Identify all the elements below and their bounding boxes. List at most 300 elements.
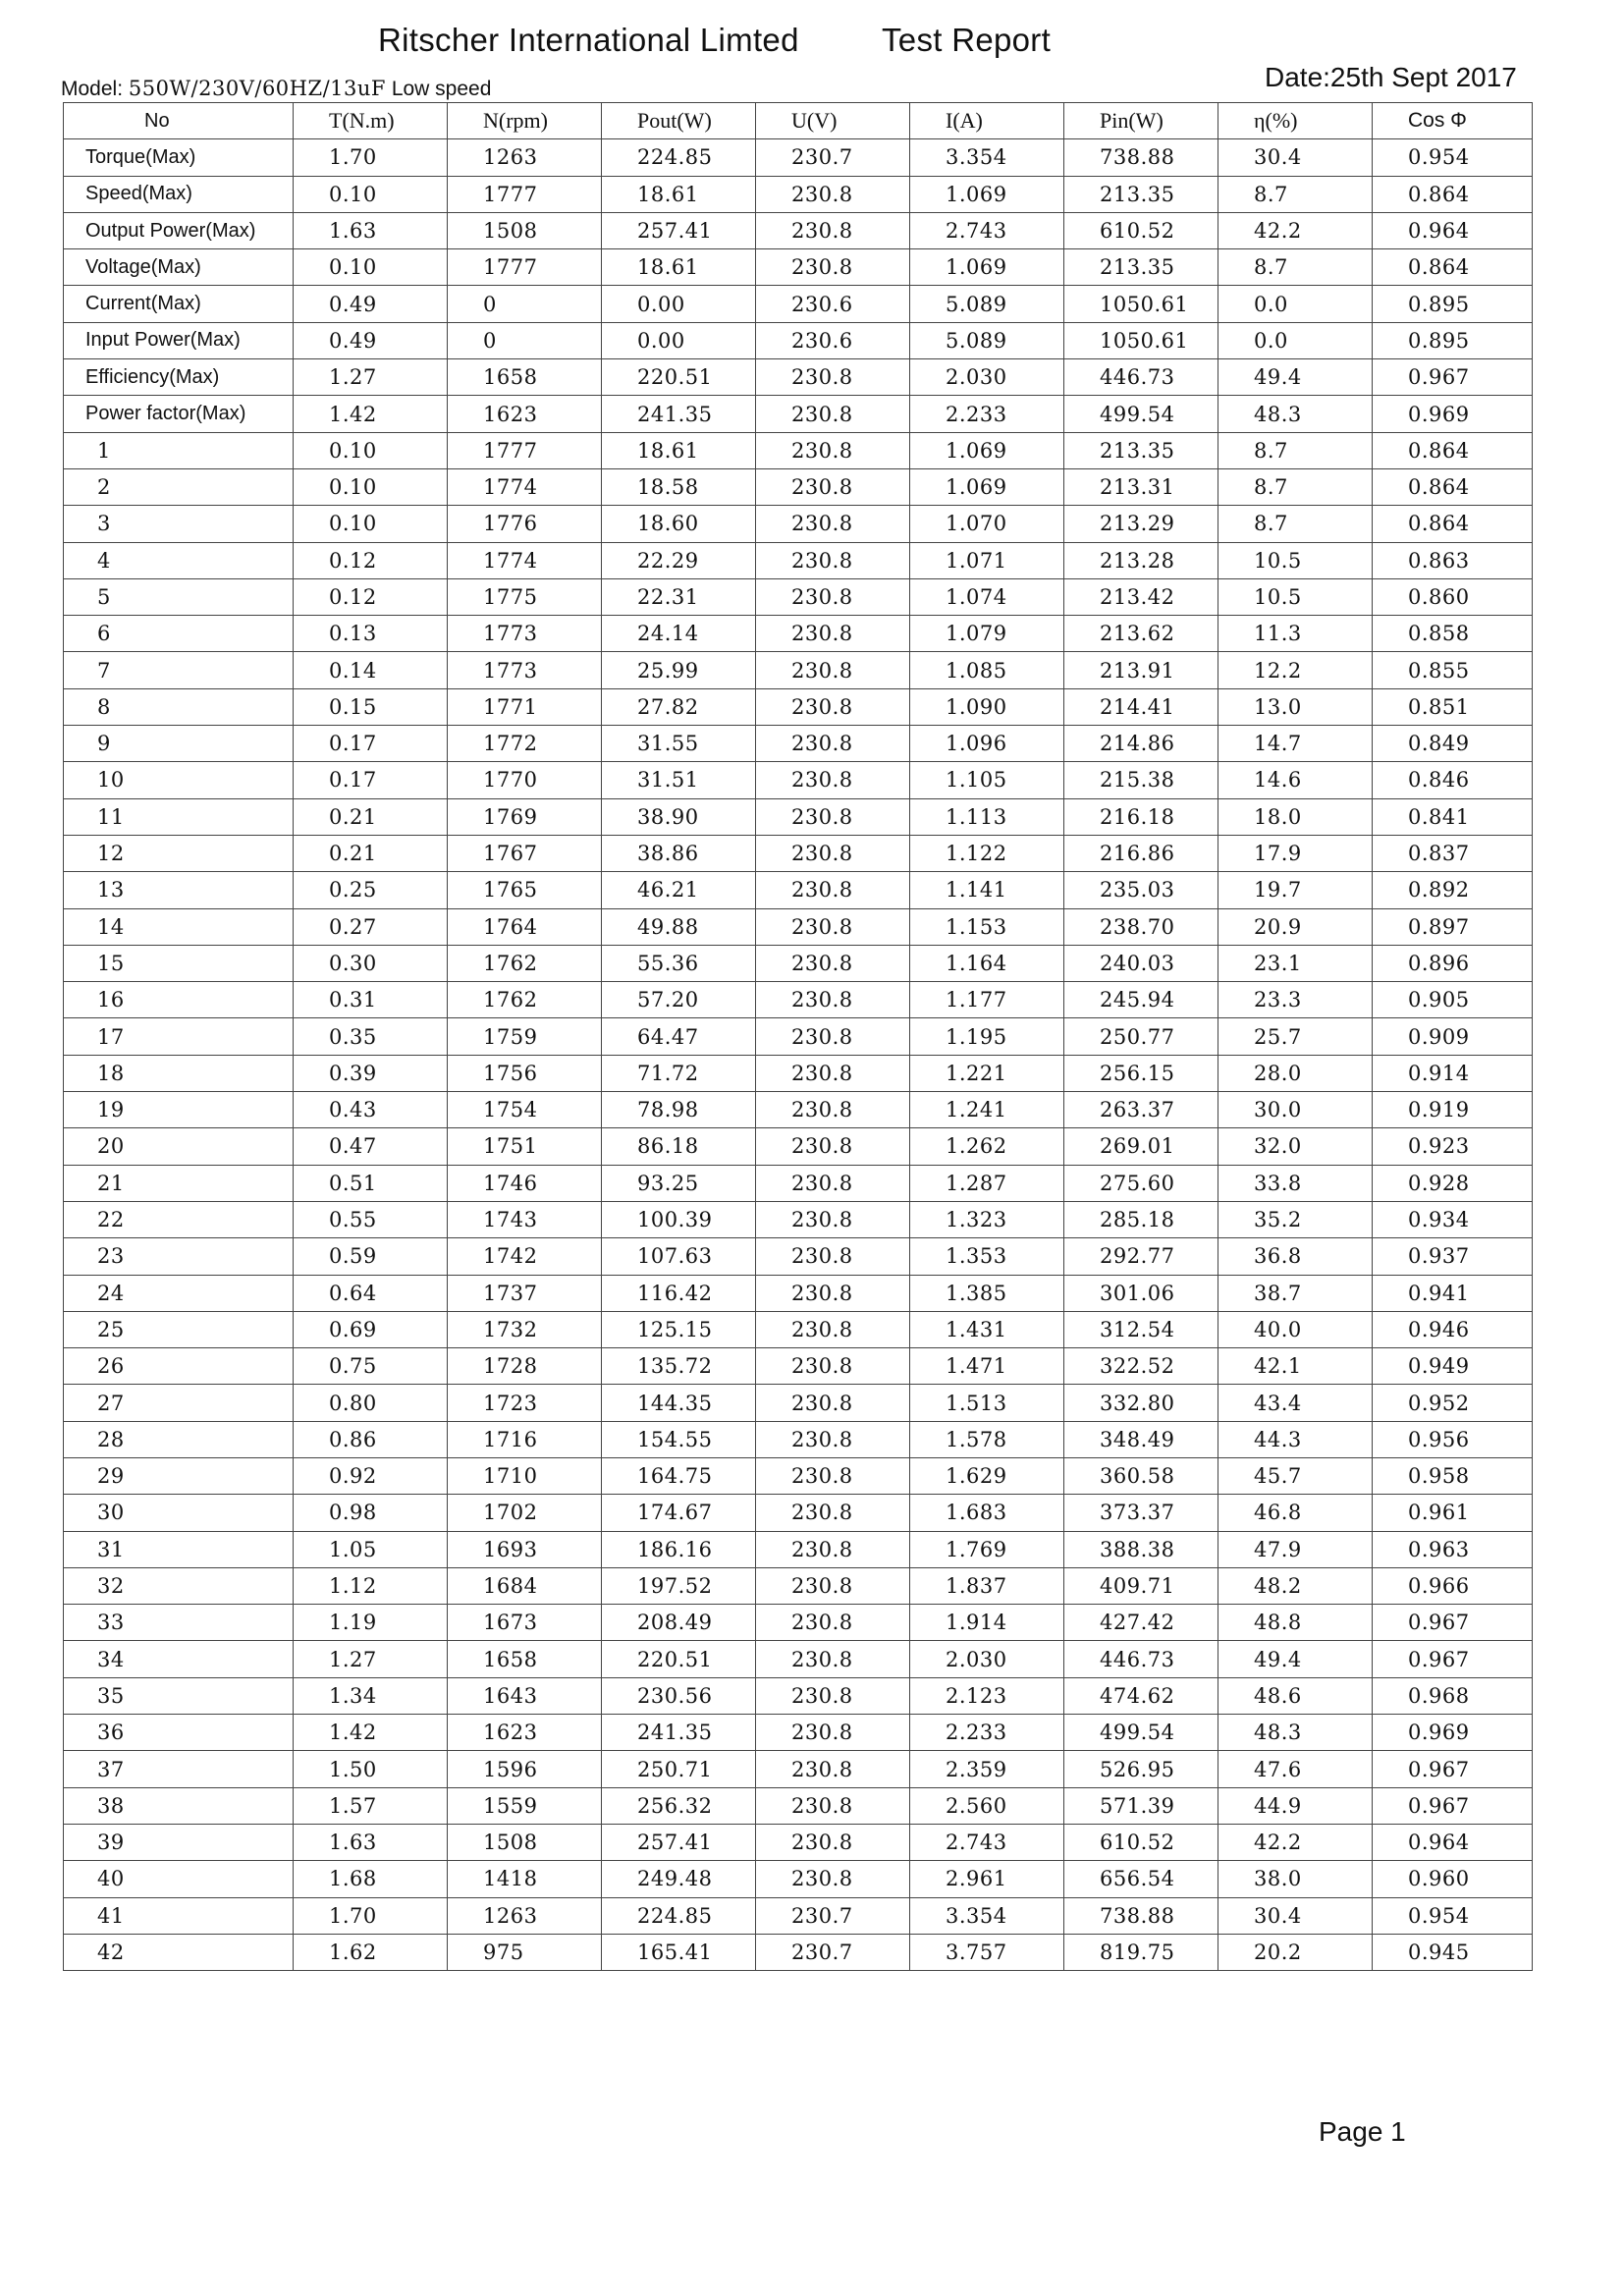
table-cell: 0.75	[294, 1348, 448, 1385]
table-cell: 43.4	[1218, 1385, 1373, 1421]
table-cell: 0.969	[1373, 396, 1533, 432]
table-cell: 0.21	[294, 798, 448, 835]
table-cell: 1.513	[910, 1385, 1064, 1421]
table-cell: 230.8	[756, 945, 910, 981]
table-cell: 0.969	[1373, 1715, 1533, 1751]
table-cell: 250.71	[602, 1751, 756, 1787]
table-cell: 125.15	[602, 1311, 756, 1347]
table-cell: 1737	[448, 1275, 602, 1311]
table-row	[64, 286, 1533, 322]
row-label-cell: 40	[64, 1861, 294, 1897]
table-cell: 240.03	[1064, 945, 1218, 981]
table-cell: 230.8	[756, 1567, 910, 1604]
table-cell: 2.233	[910, 1715, 1064, 1751]
table-cell: 526.95	[1064, 1751, 1218, 1787]
table-cell: 301.06	[1064, 1275, 1218, 1311]
table-cell: 42.1	[1218, 1348, 1373, 1385]
table-cell: 42.2	[1218, 1824, 1373, 1860]
row-label-cell: 3	[64, 506, 294, 542]
table-cell: 241.35	[602, 396, 756, 432]
table-cell: 230.8	[756, 396, 910, 432]
table-cell: 0.914	[1373, 1055, 1533, 1091]
table-cell: 186.16	[602, 1531, 756, 1567]
table-cell: 230.8	[756, 1531, 910, 1567]
table-cell: 47.9	[1218, 1531, 1373, 1567]
row-label-cell: 23	[64, 1238, 294, 1275]
table-cell: 285.18	[1064, 1201, 1218, 1237]
row-label-cell: 39	[64, 1824, 294, 1860]
table-cell: 1774	[448, 542, 602, 578]
table-cell: 1777	[448, 176, 602, 212]
table-cell: 0.905	[1373, 982, 1533, 1018]
table-cell: 38.90	[602, 798, 756, 835]
table-cell: 1.42	[294, 396, 448, 432]
table-row	[64, 432, 1533, 468]
table-cell: 409.71	[1064, 1567, 1218, 1604]
table-cell: 1684	[448, 1567, 602, 1604]
row-label-cell: 11	[64, 798, 294, 835]
table-cell: 0.895	[1373, 286, 1533, 322]
table-cell: 230.56	[602, 1677, 756, 1714]
table-row	[64, 139, 1533, 176]
table-cell: 0.967	[1373, 1787, 1533, 1824]
table-cell: 0.864	[1373, 506, 1533, 542]
table-cell: 1418	[448, 1861, 602, 1897]
table-row	[64, 1751, 1533, 1787]
table-cell: 1.069	[910, 176, 1064, 212]
table-cell: 0.966	[1373, 1567, 1533, 1604]
table-cell: 0.864	[1373, 176, 1533, 212]
table-cell: 8.7	[1218, 506, 1373, 542]
table-cell: 0.92	[294, 1457, 448, 1494]
table-cell: 571.39	[1064, 1787, 1218, 1824]
table-cell: 213.62	[1064, 616, 1218, 652]
table-cell: 0.15	[294, 688, 448, 725]
table-cell: 230.8	[756, 176, 910, 212]
table-cell: 373.37	[1064, 1495, 1218, 1531]
table-row	[64, 1128, 1533, 1165]
table-cell: 1.385	[910, 1275, 1064, 1311]
table-cell: 1508	[448, 1824, 602, 1860]
table-cell: 1.57	[294, 1787, 448, 1824]
table-cell: 1596	[448, 1751, 602, 1787]
row-label-cell: 33	[64, 1605, 294, 1641]
table-cell: 230.8	[756, 1165, 910, 1201]
table-cell: 144.35	[602, 1385, 756, 1421]
table-row	[64, 1531, 1533, 1567]
table-cell: 208.49	[602, 1605, 756, 1641]
table-cell: 8.7	[1218, 176, 1373, 212]
table-cell: 71.72	[602, 1055, 756, 1091]
table-cell: 1772	[448, 726, 602, 762]
table-cell: 48.3	[1218, 396, 1373, 432]
table-cell: 1.105	[910, 762, 1064, 798]
table-cell: 1.141	[910, 872, 1064, 908]
row-label-cell: 10	[64, 762, 294, 798]
table-cell: 1770	[448, 762, 602, 798]
table-row	[64, 1787, 1533, 1824]
table-cell: 1.629	[910, 1457, 1064, 1494]
table-cell: 230.8	[756, 1018, 910, 1055]
table-cell: 0.59	[294, 1238, 448, 1275]
table-cell: 0.892	[1373, 872, 1533, 908]
table-cell: 18.0	[1218, 798, 1373, 835]
table-cell: 348.49	[1064, 1421, 1218, 1457]
page-number: Page 1	[1319, 2116, 1406, 2147]
table-row	[64, 1934, 1533, 1970]
table-cell: 1.63	[294, 212, 448, 248]
table-cell: 0.851	[1373, 688, 1533, 725]
table-cell: 24.14	[602, 616, 756, 652]
table-cell: 0.849	[1373, 726, 1533, 762]
table-cell: 0	[448, 286, 602, 322]
table-cell: 1.090	[910, 688, 1064, 725]
table-cell: 0.864	[1373, 432, 1533, 468]
table-cell: 241.35	[602, 1715, 756, 1751]
table-cell: 1263	[448, 1897, 602, 1934]
report-date: Date:25th Sept 2017	[1265, 62, 1517, 92]
table-cell: 235.03	[1064, 872, 1218, 908]
table-cell: 25.99	[602, 652, 756, 688]
table-cell: 0.941	[1373, 1275, 1533, 1311]
table-cell: 0	[448, 322, 602, 358]
table-cell: 0.963	[1373, 1531, 1533, 1567]
table-cell: 1.241	[910, 1092, 1064, 1128]
table-cell: 18.61	[602, 432, 756, 468]
table-cell: 0.49	[294, 322, 448, 358]
table-cell: 0.39	[294, 1055, 448, 1091]
table-cell: 1775	[448, 578, 602, 615]
table-cell: 216.86	[1064, 835, 1218, 871]
table-cell: 230.7	[756, 1934, 910, 1970]
table-row	[64, 249, 1533, 286]
table-cell: 213.28	[1064, 542, 1218, 578]
table-cell: 14.7	[1218, 726, 1373, 762]
model-speed: Low speed	[391, 78, 492, 100]
table-cell: 257.41	[602, 212, 756, 248]
table-cell: 0.860	[1373, 578, 1533, 615]
table-cell: 1767	[448, 835, 602, 871]
table-cell: 0.896	[1373, 945, 1533, 981]
table-cell: 230.8	[756, 1787, 910, 1824]
table-cell: 0.10	[294, 249, 448, 286]
table-cell: 93.25	[602, 1165, 756, 1201]
table-cell: 0.47	[294, 1128, 448, 1165]
table-cell: 0.30	[294, 945, 448, 981]
table-cell: 224.85	[602, 1897, 756, 1934]
table-cell: 1777	[448, 432, 602, 468]
row-label-cell: 1	[64, 432, 294, 468]
table-row	[64, 176, 1533, 212]
table-cell: 0.895	[1373, 322, 1533, 358]
table-cell: 22.31	[602, 578, 756, 615]
table-cell: 0.00	[602, 286, 756, 322]
table-row	[64, 1348, 1533, 1385]
table-cell: 0.945	[1373, 1934, 1533, 1970]
table-cell: 0.25	[294, 872, 448, 908]
table-cell: 332.80	[1064, 1385, 1218, 1421]
table-cell: 1.262	[910, 1128, 1064, 1165]
table-cell: 14.6	[1218, 762, 1373, 798]
row-label-cell: 26	[64, 1348, 294, 1385]
row-label-cell: Efficiency(Max)	[64, 359, 294, 396]
table-row	[64, 1238, 1533, 1275]
table-row	[64, 542, 1533, 578]
table-cell: 1.323	[910, 1201, 1064, 1237]
table-cell: 1.27	[294, 1641, 448, 1677]
row-label-cell: 30	[64, 1495, 294, 1531]
row-label-cell: 21	[64, 1165, 294, 1201]
table-cell: 1.68	[294, 1861, 448, 1897]
model-spec: 550W/230V/60HZ/13uF	[128, 77, 386, 100]
table-cell: 1.683	[910, 1495, 1064, 1531]
table-cell: 1776	[448, 506, 602, 542]
table-cell: 230.8	[756, 249, 910, 286]
row-label-cell: Output Power(Max)	[64, 212, 294, 248]
table-cell: 78.98	[602, 1092, 756, 1128]
table-cell: 1508	[448, 212, 602, 248]
table-cell: 1742	[448, 1238, 602, 1275]
table-cell: 1765	[448, 872, 602, 908]
table-cell: 230.8	[756, 688, 910, 725]
table-cell: 36.8	[1218, 1238, 1373, 1275]
table-cell: 610.52	[1064, 212, 1218, 248]
table-cell: 0.954	[1373, 1897, 1533, 1934]
table-cell: 230.8	[756, 726, 910, 762]
table-cell: 738.88	[1064, 1897, 1218, 1934]
table-cell: 0.909	[1373, 1018, 1533, 1055]
table-row	[64, 1165, 1533, 1201]
table-cell: 230.8	[756, 432, 910, 468]
table-cell: 23.1	[1218, 945, 1373, 981]
column-header: Cos Φ	[1373, 103, 1533, 139]
table-cell: 2.743	[910, 212, 1064, 248]
row-label-cell: 29	[64, 1457, 294, 1494]
table-cell: 1050.61	[1064, 286, 1218, 322]
table-cell: 1.70	[294, 1897, 448, 1934]
table-row	[64, 1311, 1533, 1347]
table-cell: 1693	[448, 1531, 602, 1567]
table-cell: 1764	[448, 908, 602, 945]
table-cell: 1623	[448, 396, 602, 432]
table-cell: 11.3	[1218, 616, 1373, 652]
table-cell: 292.77	[1064, 1238, 1218, 1275]
table-cell: 135.72	[602, 1348, 756, 1385]
table-cell: 42.2	[1218, 212, 1373, 248]
table-cell: 55.36	[602, 945, 756, 981]
table-cell: 1751	[448, 1128, 602, 1165]
table-cell: 0.961	[1373, 1495, 1533, 1531]
table-cell: 31.55	[602, 726, 756, 762]
table-cell: 1643	[448, 1677, 602, 1714]
table-row	[64, 798, 1533, 835]
table-cell: 0.35	[294, 1018, 448, 1055]
table-row	[64, 322, 1533, 358]
row-label-cell: 25	[64, 1311, 294, 1347]
table-cell: 230.8	[756, 908, 910, 945]
table-row	[64, 359, 1533, 396]
table-cell: 1.19	[294, 1605, 448, 1641]
column-header: T(N.m)	[294, 103, 448, 139]
table-row	[64, 1495, 1533, 1531]
table-cell: 116.42	[602, 1275, 756, 1311]
table-cell: 230.8	[756, 1238, 910, 1275]
table-cell: 0.12	[294, 578, 448, 615]
table-row	[64, 908, 1533, 945]
table-cell: 0.80	[294, 1385, 448, 1421]
row-label-cell: 31	[64, 1531, 294, 1567]
table-cell: 230.8	[756, 1605, 910, 1641]
table-cell: 0.967	[1373, 359, 1533, 396]
table-cell: 49.4	[1218, 1641, 1373, 1677]
table-cell: 230.8	[756, 1421, 910, 1457]
table-cell: 1732	[448, 1311, 602, 1347]
table-cell: 245.94	[1064, 982, 1218, 1018]
table-cell: 0.837	[1373, 835, 1533, 871]
table-row	[64, 1677, 1533, 1714]
table-cell: 48.2	[1218, 1567, 1373, 1604]
row-label-cell: 19	[64, 1092, 294, 1128]
model-label: Model:	[61, 78, 124, 100]
table-cell: 220.51	[602, 359, 756, 396]
table-cell: 230.8	[756, 1715, 910, 1751]
table-cell: 0.855	[1373, 652, 1533, 688]
table-cell: 57.20	[602, 982, 756, 1018]
table-cell: 49.4	[1218, 359, 1373, 396]
table-cell: 230.8	[756, 359, 910, 396]
row-label-cell: 34	[64, 1641, 294, 1677]
table-cell: 18.60	[602, 506, 756, 542]
table-cell: 1746	[448, 1165, 602, 1201]
company-name: Ritscher International Limted	[378, 22, 799, 58]
row-label-cell: 41	[64, 1897, 294, 1934]
table-cell: 32.0	[1218, 1128, 1373, 1165]
table-cell: 1.074	[910, 578, 1064, 615]
row-label-cell: 9	[64, 726, 294, 762]
table-cell: 0.17	[294, 762, 448, 798]
table-cell: 25.7	[1218, 1018, 1373, 1055]
table-row	[64, 1605, 1533, 1641]
table-cell: 0.897	[1373, 908, 1533, 945]
table-cell: 1050.61	[1064, 322, 1218, 358]
table-cell: 3.354	[910, 1897, 1064, 1934]
table-row	[64, 982, 1533, 1018]
table-cell: 230.8	[756, 1751, 910, 1787]
table-cell: 446.73	[1064, 359, 1218, 396]
table-cell: 0.0	[1218, 286, 1373, 322]
table-cell: 213.91	[1064, 652, 1218, 688]
table-cell: 27.82	[602, 688, 756, 725]
table-cell: 1759	[448, 1018, 602, 1055]
table-cell: 230.8	[756, 1677, 910, 1714]
table-row	[64, 1092, 1533, 1128]
table-cell: 230.8	[756, 578, 910, 615]
table-row	[64, 726, 1533, 762]
table-cell: 230.8	[756, 982, 910, 1018]
table-cell: 1762	[448, 945, 602, 981]
table-cell: 474.62	[1064, 1677, 1218, 1714]
table-cell: 49.88	[602, 908, 756, 945]
table-cell: 1754	[448, 1092, 602, 1128]
table-cell: 230.8	[756, 1385, 910, 1421]
table-cell: 0.51	[294, 1165, 448, 1201]
table-row	[64, 1385, 1533, 1421]
table-cell: 174.67	[602, 1495, 756, 1531]
table-row	[64, 1421, 1533, 1457]
table-cell: 230.8	[756, 798, 910, 835]
table-cell: 12.2	[1218, 652, 1373, 688]
table-row	[64, 688, 1533, 725]
table-row	[64, 1715, 1533, 1751]
row-label-cell: 28	[64, 1421, 294, 1457]
table-row	[64, 578, 1533, 615]
table-cell: 0.49	[294, 286, 448, 322]
table-cell: 230.8	[756, 212, 910, 248]
row-label-cell: 37	[64, 1751, 294, 1787]
model-line	[61, 77, 491, 101]
table-cell: 230.8	[756, 1055, 910, 1091]
table-cell: 18.58	[602, 468, 756, 505]
table-cell: 10.5	[1218, 578, 1373, 615]
row-label-cell: 7	[64, 652, 294, 688]
table-row	[64, 396, 1533, 432]
table-cell: 23.3	[1218, 982, 1373, 1018]
row-label-cell: 24	[64, 1275, 294, 1311]
table-cell: 0.956	[1373, 1421, 1533, 1457]
row-label-cell: 36	[64, 1715, 294, 1751]
table-cell: 213.29	[1064, 506, 1218, 542]
table-cell: 1.769	[910, 1531, 1064, 1567]
row-label-cell: 38	[64, 1787, 294, 1824]
table-cell: 1769	[448, 798, 602, 835]
table-cell: 1774	[448, 468, 602, 505]
table-cell: 230.8	[756, 506, 910, 542]
column-header: Pin(W)	[1064, 103, 1218, 139]
table-row	[64, 1641, 1533, 1677]
table-cell: 0.17	[294, 726, 448, 762]
table-cell: 0.928	[1373, 1165, 1533, 1201]
table-cell: 1.42	[294, 1715, 448, 1751]
table-cell: 1.431	[910, 1311, 1064, 1347]
table-cell: 44.3	[1218, 1421, 1373, 1457]
table-cell: 64.47	[602, 1018, 756, 1055]
table-cell: 1773	[448, 616, 602, 652]
table-cell: 230.8	[756, 1348, 910, 1385]
table-cell: 1.113	[910, 798, 1064, 835]
row-label-cell: 5	[64, 578, 294, 615]
table-cell: 1559	[448, 1787, 602, 1824]
table-cell: 8.7	[1218, 468, 1373, 505]
table-cell: 30.4	[1218, 139, 1373, 176]
table-row	[64, 1897, 1533, 1934]
table-cell: 86.18	[602, 1128, 756, 1165]
table-row	[64, 1055, 1533, 1091]
column-header: Pout(W)	[602, 103, 756, 139]
table-cell: 1263	[448, 139, 602, 176]
table-cell: 0.98	[294, 1495, 448, 1531]
table-cell: 230.8	[756, 542, 910, 578]
table-cell: 3.757	[910, 1934, 1064, 1970]
table-cell: 249.48	[602, 1861, 756, 1897]
table-cell: 388.38	[1064, 1531, 1218, 1567]
table-cell: 216.18	[1064, 798, 1218, 835]
table-cell: 1771	[448, 688, 602, 725]
table-cell: 38.0	[1218, 1861, 1373, 1897]
table-cell: 1623	[448, 1715, 602, 1751]
table-cell: 20.9	[1218, 908, 1373, 945]
table-cell: 256.15	[1064, 1055, 1218, 1091]
table-cell: 0.937	[1373, 1238, 1533, 1275]
